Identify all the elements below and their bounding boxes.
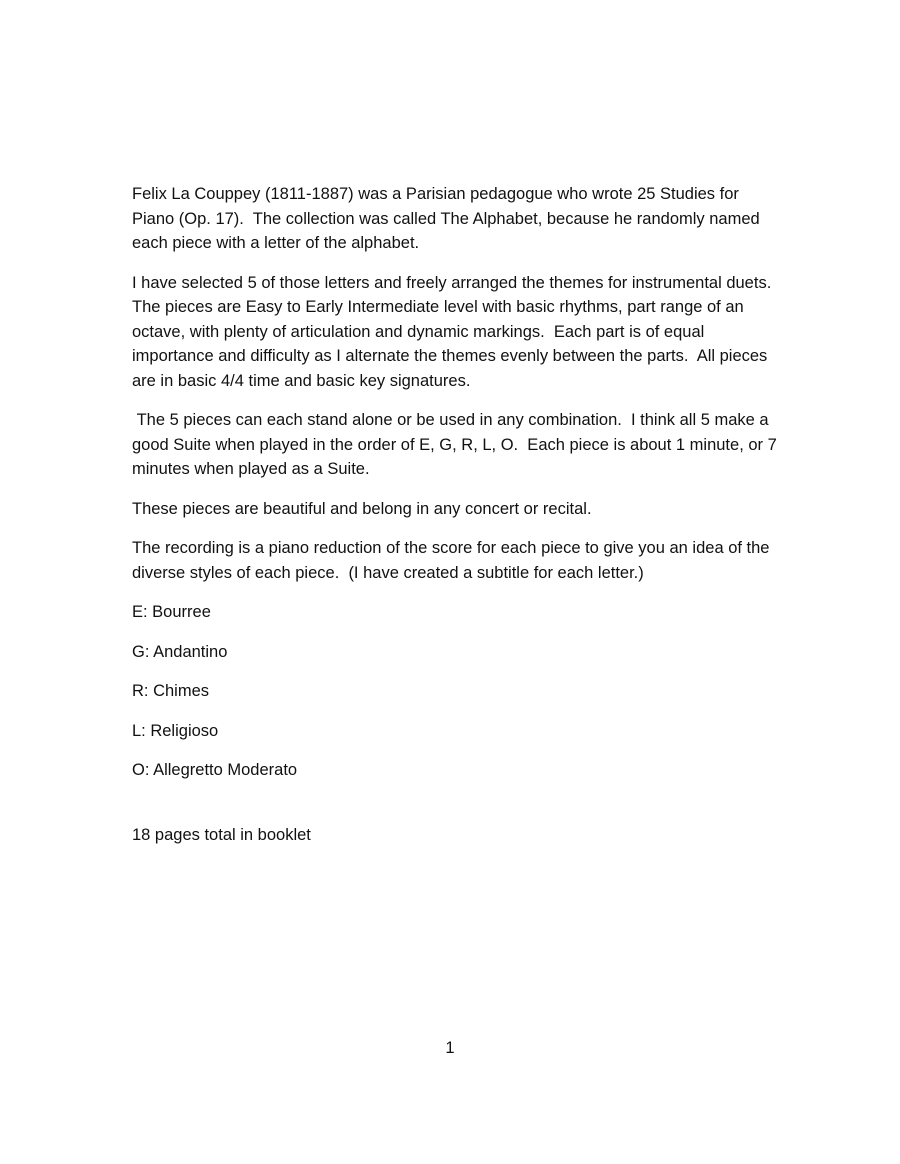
piece-item: E: Bourree bbox=[132, 603, 211, 621]
arrangement-paragraph: I have selected 5 of those letters and freely arranged the themes for instrumental duets. The pieces are Easy to Early Intermediate level with basic rhythms, part range of an octave, with plenty of articulation and dynamic markings. Each part is of equal importance and difficulty as I alternate the themes evenly between the parts. All pieces are in basic 4/4 time and basic key signatures. bbox=[132, 273, 781, 390]
piece-item: R: Chimes bbox=[132, 682, 210, 700]
page-number: 1 bbox=[445, 1039, 455, 1057]
page-count-note: 18 pages total in booklet bbox=[132, 825, 311, 844]
suite-paragraph: The 5 pieces can each stand alone or be used in any combination. I think all 5 make a good Suite when played in the order of E, G, R, L, O. Each piece is about 1 minute, or 7 minutes when played as a Suite. bbox=[132, 411, 782, 478]
piece-list bbox=[132, 600, 782, 783]
piece-item: L: Religioso bbox=[132, 721, 219, 740]
intro-paragraph: Felix La Couppey (1811-1887) was a Parisian pedagogue who wrote 25 Studies for Piano (Op. 17). The collection was called The Alphabet, because he randomly named each piece with a letter of the alphabet. bbox=[132, 185, 765, 252]
piece-item: O: Allegretto Moderato bbox=[132, 761, 298, 779]
page-body bbox=[132, 182, 782, 847]
recording-paragraph: The recording is a piano reduction of the score for each piece to give you an idea of the diverse styles of each piece. (I have created a subtitle for each letter.) bbox=[132, 539, 775, 582]
recommendation-paragraph: These pieces are beautiful and belong in any concert or recital. bbox=[132, 499, 592, 518]
piece-item: G: Andantino bbox=[132, 642, 228, 661]
